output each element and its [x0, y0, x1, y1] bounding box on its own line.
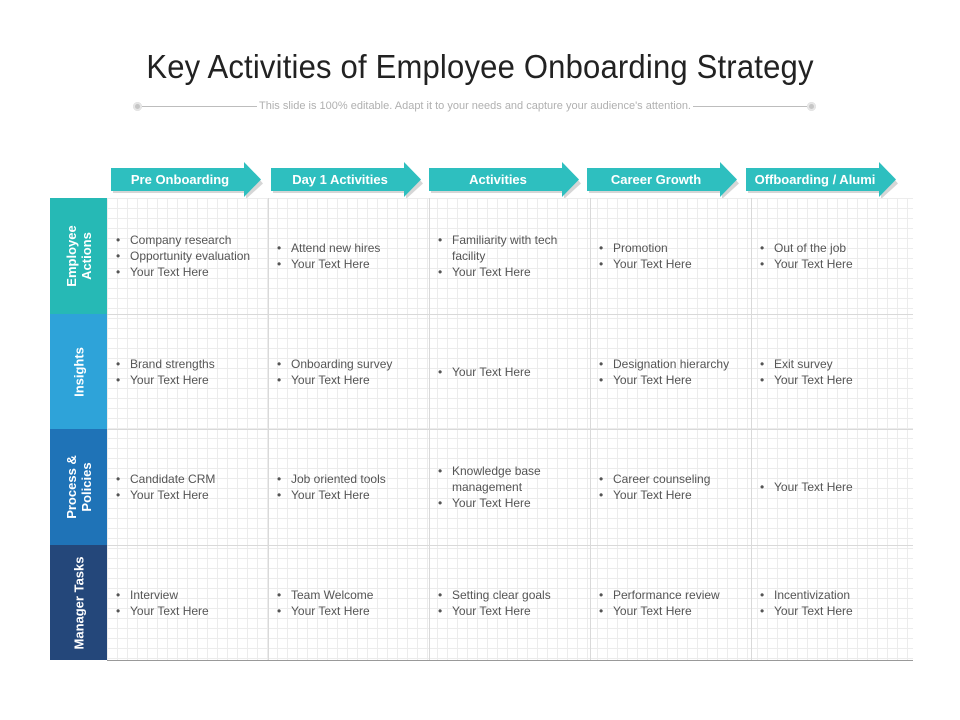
bullet-item[interactable]: • Onboarding survey	[273, 356, 392, 372]
bullet-item[interactable]: • Your Text Here	[434, 495, 584, 511]
bullet-list	[434, 364, 531, 380]
bullet-item[interactable]: • Your Text Here	[595, 256, 692, 272]
bullet-item[interactable]: • Brand strengths	[112, 356, 215, 372]
bullet-item[interactable]: • Interview	[112, 587, 209, 603]
bullet-item[interactable]: • Your Text Here	[434, 603, 551, 619]
row-header-label-line: Insights	[71, 346, 86, 397]
bullet-item[interactable]: • Job oriented tools	[273, 471, 386, 487]
bullet-item[interactable]: • Promotion	[595, 240, 692, 256]
bullet-item[interactable]: • Company research	[112, 232, 250, 248]
grid-cell	[112, 198, 262, 314]
row-header	[50, 198, 107, 314]
bullet-list	[112, 587, 209, 619]
bullet-list	[756, 479, 853, 495]
bullet-item[interactable]: • Career counseling	[595, 471, 710, 487]
grid-cell	[756, 314, 906, 429]
bullet-item[interactable]: • Your Text Here	[595, 487, 710, 503]
bullet-item[interactable]: • Team Welcome	[273, 587, 373, 603]
grid-cell	[595, 545, 745, 660]
bullet-item[interactable]: • Knowledge base management	[434, 463, 584, 495]
bullet-list	[434, 587, 551, 619]
row-header-label	[71, 347, 86, 397]
bullet-item[interactable]: • Your Text Here	[756, 256, 853, 272]
row-header-label-line: Actions	[78, 232, 94, 280]
page-title: Key Activities of Employee Onboarding Strategy	[146, 48, 814, 85]
row-header-label-line: Manager Tasks	[71, 556, 86, 649]
grid-cell	[595, 198, 745, 314]
bullet-item[interactable]: • Setting clear goals	[434, 587, 551, 603]
row-header-label	[64, 455, 94, 519]
grid-cell	[273, 198, 423, 314]
bullet-item[interactable]: • Your Text Here	[112, 264, 250, 280]
column-header-arrow	[271, 162, 421, 197]
column-header-label: Career Growth	[610, 172, 702, 187]
grid-cell	[756, 429, 906, 545]
bullet-item[interactable]: • Your Text Here	[273, 256, 380, 272]
bullet-list	[273, 356, 392, 388]
bullet-item[interactable]: • Your Text Here	[756, 603, 853, 619]
bullet-list	[273, 240, 380, 272]
grid-cell	[756, 198, 906, 314]
subtitle-text: This slide is 100% editable. Adapt it to your needs and capture your audience's attention.	[259, 100, 691, 112]
column-header-arrow	[587, 162, 737, 197]
bullet-item[interactable]: • Your Text Here	[112, 487, 215, 503]
grid-cell	[112, 429, 262, 545]
bullet-item[interactable]: • Designation hierarchy	[595, 356, 729, 372]
bullet-list	[595, 240, 692, 272]
bullet-list	[595, 471, 710, 503]
bullet-list	[112, 471, 215, 503]
column-header-arrow	[429, 162, 579, 197]
grid-cell	[756, 545, 906, 660]
bullet-item[interactable]: • Your Text Here	[595, 372, 729, 388]
bullet-list	[756, 240, 853, 272]
column-header-label: Offboarding / Alumi	[754, 172, 876, 187]
grid-cell	[273, 314, 423, 429]
column-header-arrow	[111, 162, 261, 197]
bullet-list	[756, 356, 853, 388]
grid-cell	[112, 545, 262, 660]
grid-cell	[273, 545, 423, 660]
bullet-item[interactable]: • Your Text Here	[273, 603, 373, 619]
bullet-item[interactable]: • Your Text Here	[595, 603, 720, 619]
bullet-list	[434, 232, 584, 280]
grid-cell	[595, 429, 745, 545]
row-header-label	[64, 225, 94, 286]
bullet-item[interactable]: • Incentivization	[756, 587, 853, 603]
row-header	[50, 314, 107, 429]
bullet-item[interactable]: • Your Text Here	[112, 603, 209, 619]
row-header	[50, 429, 107, 545]
bullet-item[interactable]: • Exit survey	[756, 356, 853, 372]
column-header-arrow	[746, 162, 896, 197]
row-header-label	[71, 556, 86, 649]
column-header-label: Activities	[469, 172, 527, 187]
row-header	[50, 545, 107, 660]
grid-cell	[434, 545, 584, 660]
bullet-list	[112, 232, 250, 280]
bullet-list	[434, 463, 584, 511]
grid-cell	[112, 314, 262, 429]
bullet-item[interactable]: • Your Text Here	[756, 479, 853, 495]
bullet-item[interactable]: • Familiarity with tech facility	[434, 232, 584, 264]
bullet-item[interactable]: • Your Text Here	[112, 372, 215, 388]
bullet-item[interactable]: • Your Text Here	[273, 487, 386, 503]
grid-cell	[434, 314, 584, 429]
bullet-item[interactable]: • Opportunity evaluation	[112, 248, 250, 264]
bullet-item[interactable]: • Your Text Here	[273, 372, 392, 388]
bullet-list	[756, 587, 853, 619]
bullet-list	[112, 356, 215, 388]
subtitle-bar	[132, 98, 818, 116]
grid-cell	[595, 314, 745, 429]
bullet-list	[273, 587, 373, 619]
bullet-list	[595, 587, 720, 619]
column-header-label: Pre Onboarding	[130, 172, 230, 187]
bullet-item[interactable]: • Performance review	[595, 587, 720, 603]
bullet-item[interactable]: • Attend new hires	[273, 240, 380, 256]
bullet-item[interactable]: • Candidate CRM	[112, 471, 215, 487]
row-header-label-line: Process &	[63, 455, 79, 519]
grid-cell	[434, 429, 584, 545]
column-header-label: Day 1 Activities	[292, 172, 388, 187]
grid-cell	[273, 429, 423, 545]
bullet-item[interactable]: • Your Text Here	[756, 372, 853, 388]
bullet-item[interactable]: • Out of the job	[756, 240, 853, 256]
bullet-list	[273, 471, 386, 503]
row-header-label-line: Policies	[78, 462, 94, 512]
bullet-item[interactable]: • Your Text Here	[434, 264, 584, 280]
grid-cell	[434, 198, 584, 314]
bullet-item[interactable]: • Your Text Here	[434, 364, 531, 380]
bullet-list	[595, 356, 729, 388]
row-header-label-line: Employee	[63, 225, 79, 287]
